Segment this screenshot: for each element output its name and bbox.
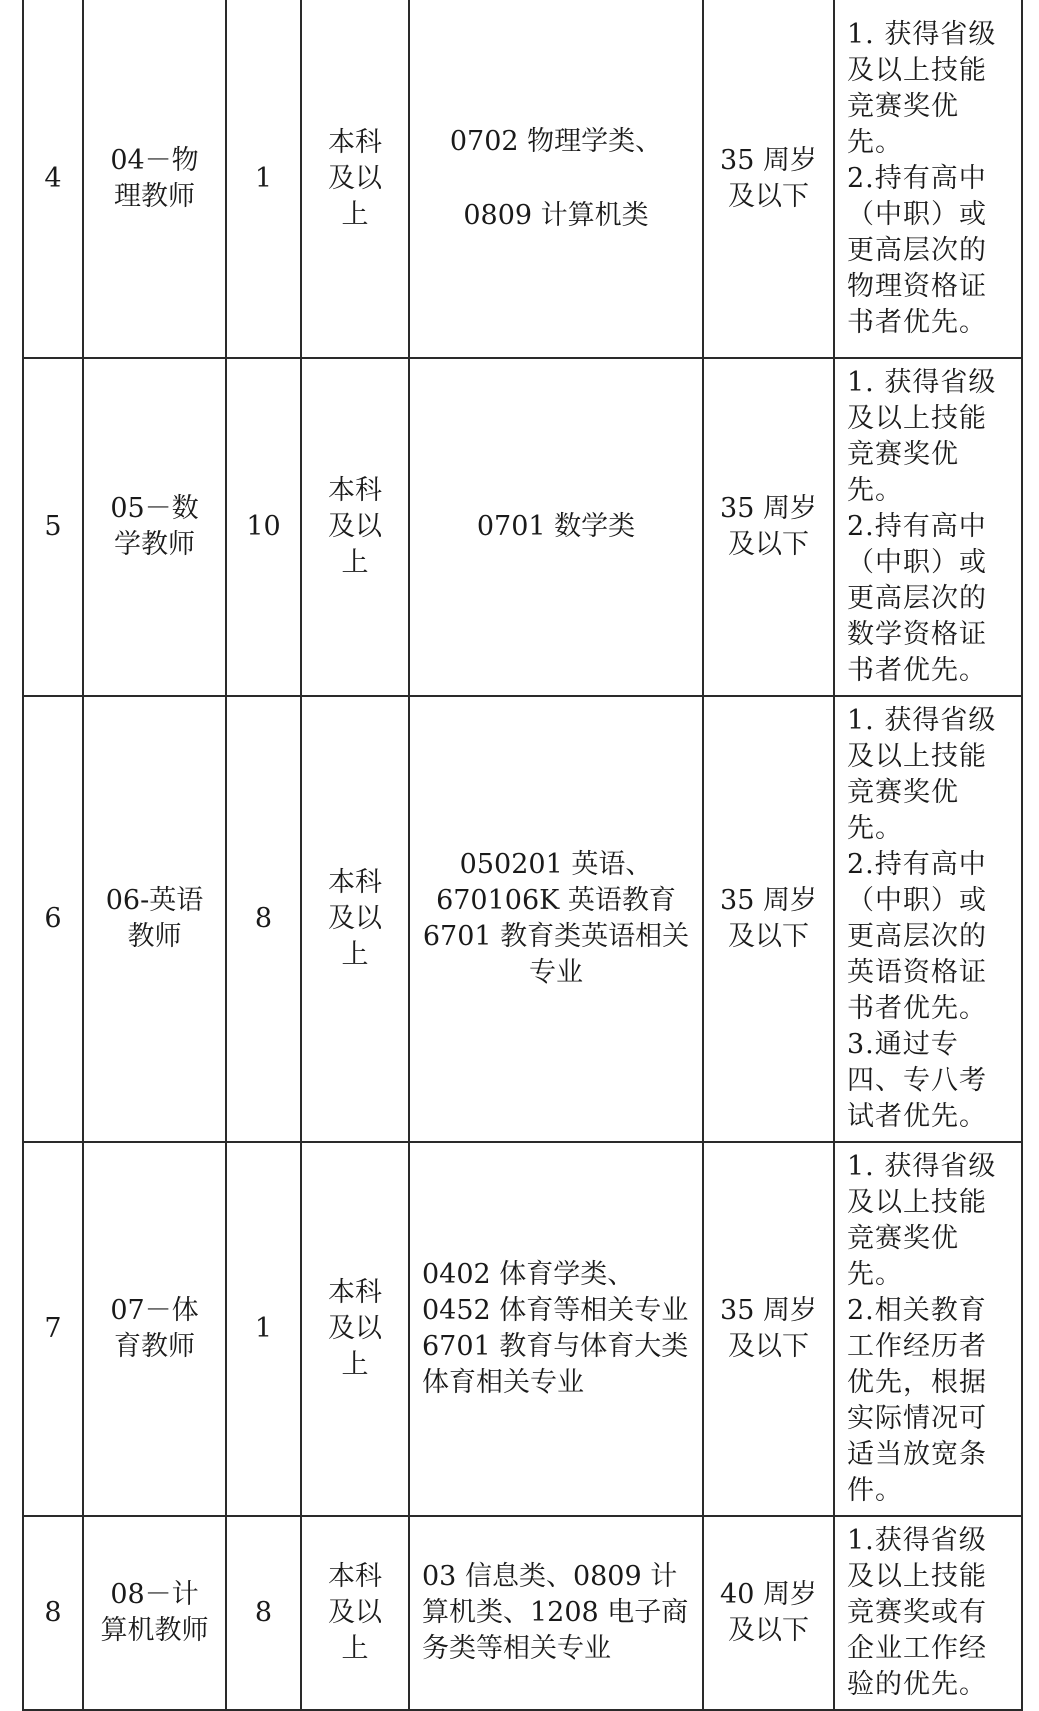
major-line: 050201 英语、 [459, 849, 653, 880]
note-line: 2.持有高中（中职）或更高层次的数学资格证书者优先。 [847, 511, 987, 686]
hiring-count: 8 [226, 1516, 301, 1710]
note-line: 2.持有高中（中职）或更高层次的物理资格证书者优先。 [847, 162, 987, 338]
hiring-count: 10 [226, 358, 301, 696]
note-line: 1. 获得省级及以上技能竞赛奖优先。 [847, 18, 997, 158]
major-requirement [409, 1516, 703, 1710]
major-line: 0701 数学类 [476, 511, 636, 542]
notes [834, 1516, 1022, 1710]
age-requirement: 35 周岁及以下 [703, 1142, 834, 1516]
note-line: 3.通过专四、专八考试者优先。 [847, 1029, 987, 1132]
education-requirement: 本科及以上 [301, 696, 409, 1142]
table-row [23, 0, 1022, 358]
hiring-count: 1 [226, 1142, 301, 1516]
notes [834, 696, 1022, 1142]
notes [834, 0, 1022, 358]
table-row [23, 696, 1022, 1142]
age-requirement: 40 周岁及以下 [703, 1516, 834, 1710]
education-requirement: 本科及以上 [301, 1516, 409, 1710]
major-line: 0702 物理学类、 [449, 125, 663, 157]
note-line: 2.持有高中（中职）或更高层次的英语资格证书者优先。 [847, 849, 987, 1024]
major-requirement [409, 0, 703, 358]
table-row [23, 1516, 1022, 1710]
row-number: 5 [23, 358, 83, 696]
major-line: 670106K 英语教育 [436, 885, 676, 916]
major-requirement [409, 1142, 703, 1516]
major-line: 0452 体育等相关专业 [422, 1295, 689, 1326]
education-requirement: 本科及以上 [301, 1142, 409, 1516]
major-line: 0402 体育学类、 [422, 1259, 635, 1290]
major-requirement [409, 358, 703, 696]
table-row [23, 1142, 1022, 1516]
age-requirement: 35 周岁及以下 [703, 696, 834, 1142]
major-line: 03 信息类、0809 计算机类、1208 电子商务类等相关专业 [422, 1561, 689, 1664]
table-row [23, 358, 1022, 696]
recruitment-table [22, 0, 1023, 1711]
major-line: 6701 教育类英语相关专业 [422, 921, 690, 988]
age-requirement: 35 周岁及以下 [703, 358, 834, 696]
row-number: 8 [23, 1516, 83, 1710]
education-requirement: 本科及以上 [301, 358, 409, 696]
row-number: 4 [23, 0, 83, 358]
post-name: 08－计算机教师 [83, 1516, 226, 1710]
note-line: 1. 获得省级及以上技能竞赛奖优先。 [847, 1151, 997, 1290]
major-line: 0809 计算机类 [463, 199, 649, 231]
row-number: 6 [23, 696, 83, 1142]
education-requirement: 本科及以上 [301, 0, 409, 358]
major-line: 6701 教育与体育大类体育相关专业 [422, 1331, 689, 1398]
major-requirement [409, 696, 703, 1142]
note-line: 1.获得省级及以上技能竞赛奖或有企业工作经验的优先。 [847, 1525, 987, 1700]
notes [834, 1142, 1022, 1516]
note-line: 1. 获得省级及以上技能竞赛奖优先。 [847, 367, 997, 506]
age-requirement: 35 周岁及以下 [703, 0, 834, 358]
hiring-count: 1 [226, 0, 301, 358]
post-name: 06-英语教师 [83, 696, 226, 1142]
post-name: 04－物理教师 [83, 0, 226, 358]
post-name: 05－数学教师 [83, 358, 226, 696]
note-line: 2.相关教育工作经历者优先，根据实际情况可适当放宽条件。 [847, 1295, 987, 1506]
post-name: 07－体育教师 [83, 1142, 226, 1516]
row-number: 7 [23, 1142, 83, 1516]
hiring-count: 8 [226, 696, 301, 1142]
notes [834, 358, 1022, 696]
note-line: 1. 获得省级及以上技能竞赛奖优先。 [847, 705, 997, 844]
